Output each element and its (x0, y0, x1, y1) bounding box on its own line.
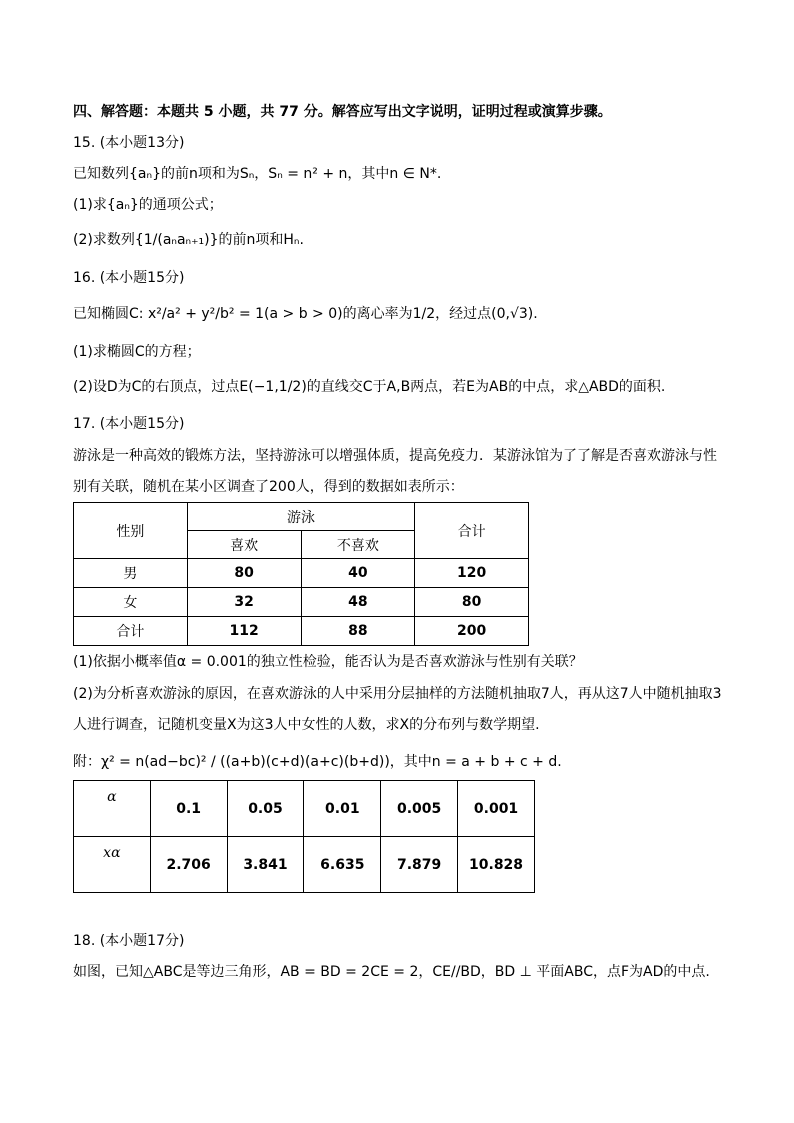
x-alpha-value: 2.706 (150, 837, 227, 893)
header-swim: 游泳 (187, 503, 415, 531)
cell-like: 32 (187, 588, 301, 617)
q16-part2: (2)设D为C的右顶点，过点E(−1,1/2)的直线交C于A,B两点，若E为AB的中点，求△ABD的面积. (73, 379, 666, 395)
alpha-value: 0.01 (304, 781, 381, 837)
alpha-value: 0.05 (227, 781, 304, 837)
x-alpha-value: 3.841 (227, 837, 304, 893)
cell-total: 200 (415, 617, 529, 646)
q18-title: 18. (本小题17分) (73, 933, 185, 949)
row-label: 男 (74, 559, 188, 588)
cell-like: 112 (187, 617, 301, 646)
q15-stem: 已知数列{aₙ}的前n项和为Sₙ，Sₙ = n² + n，其中n ∈ N*. (73, 166, 442, 182)
cell-dislike: 48 (301, 588, 415, 617)
cell-total: 120 (415, 559, 529, 588)
header-total: 合计 (415, 503, 529, 559)
x-alpha-label: xα (74, 837, 151, 893)
header-like: 喜欢 (187, 531, 301, 559)
cell-dislike: 88 (301, 617, 415, 646)
cell-dislike: 40 (301, 559, 415, 588)
alpha-value: 0.001 (458, 781, 535, 837)
alpha-value: 0.1 (150, 781, 227, 837)
table-row (74, 588, 529, 617)
q18-stem: 如图，已知△ABC是等边三角形，AB = BD = 2CE = 2，CE//BD，BD ⊥ 平面ABC，点F为AD的中点. (73, 964, 710, 980)
q16-title: 16. (本小题15分) (73, 270, 185, 286)
section-heading: 四、解答题：本题共 5 小题，共 77 分。解答应写出文字说明，证明过程或演算步骤。 (73, 104, 612, 120)
row-label: 女 (74, 588, 188, 617)
alpha-value: 0.005 (381, 781, 458, 837)
q17-appendix: 附：χ² = n(ad−bc)² / ((a+b)(c+d)(a+c)(b+d))，其中n = a + b + c + d. (73, 754, 562, 770)
x-alpha-value: 6.635 (304, 837, 381, 893)
q15-part1: (1)求{aₙ}的通项公式； (73, 197, 223, 213)
table-row (74, 559, 529, 588)
header-dislike: 不喜欢 (301, 531, 415, 559)
q17-part2-line1: (2)为分析喜欢游泳的原因，在喜欢游泳的人中采用分层抽样的方法随机抽取7人，再从这7人中随机抽取3 (73, 686, 722, 702)
q17-part1: (1)依据小概率值α = 0.001的独立性检验，能否认为是否喜欢游泳与性别有关联？ (73, 654, 583, 670)
x-alpha-value: 10.828 (458, 837, 535, 893)
q15-title: 15. (本小题13分) (73, 135, 185, 151)
q17-stem-line2: 别有关联，随机在某小区调查了200人，得到的数据如表所示： (73, 479, 464, 495)
x-alpha-value: 7.879 (381, 837, 458, 893)
cell-total: 80 (415, 588, 529, 617)
header-gender: 性别 (74, 503, 188, 559)
alpha-label: α (74, 781, 151, 837)
q15-part2: (2)求数列{1/(aₙaₙ₊₁)}的前n项和Hₙ. (73, 232, 304, 248)
row-label: 合计 (74, 617, 188, 646)
survey-table (73, 502, 529, 646)
cell-like: 80 (187, 559, 301, 588)
q17-part2-line2: 人进行调查，记随机变量X为这3人中女性的人数，求X的分布列与数学期望. (73, 717, 540, 733)
q16-stem: 已知椭圆C: x²/a² + y²/b² = 1(a > b > 0)的离心率为1/2，经过点(0,√3). (73, 306, 538, 322)
q17-title: 17. (本小题15分) (73, 416, 185, 432)
table-row (74, 617, 529, 646)
q17-stem-line1: 游泳是一种高效的锻炼方法，坚持游泳可以增强体质，提高免疫力．某游泳馆为了了解是否喜欢游泳与性 (73, 448, 717, 464)
q16-part1: (1)求椭圆C的方程； (73, 344, 201, 360)
critical-value-table (73, 780, 535, 893)
